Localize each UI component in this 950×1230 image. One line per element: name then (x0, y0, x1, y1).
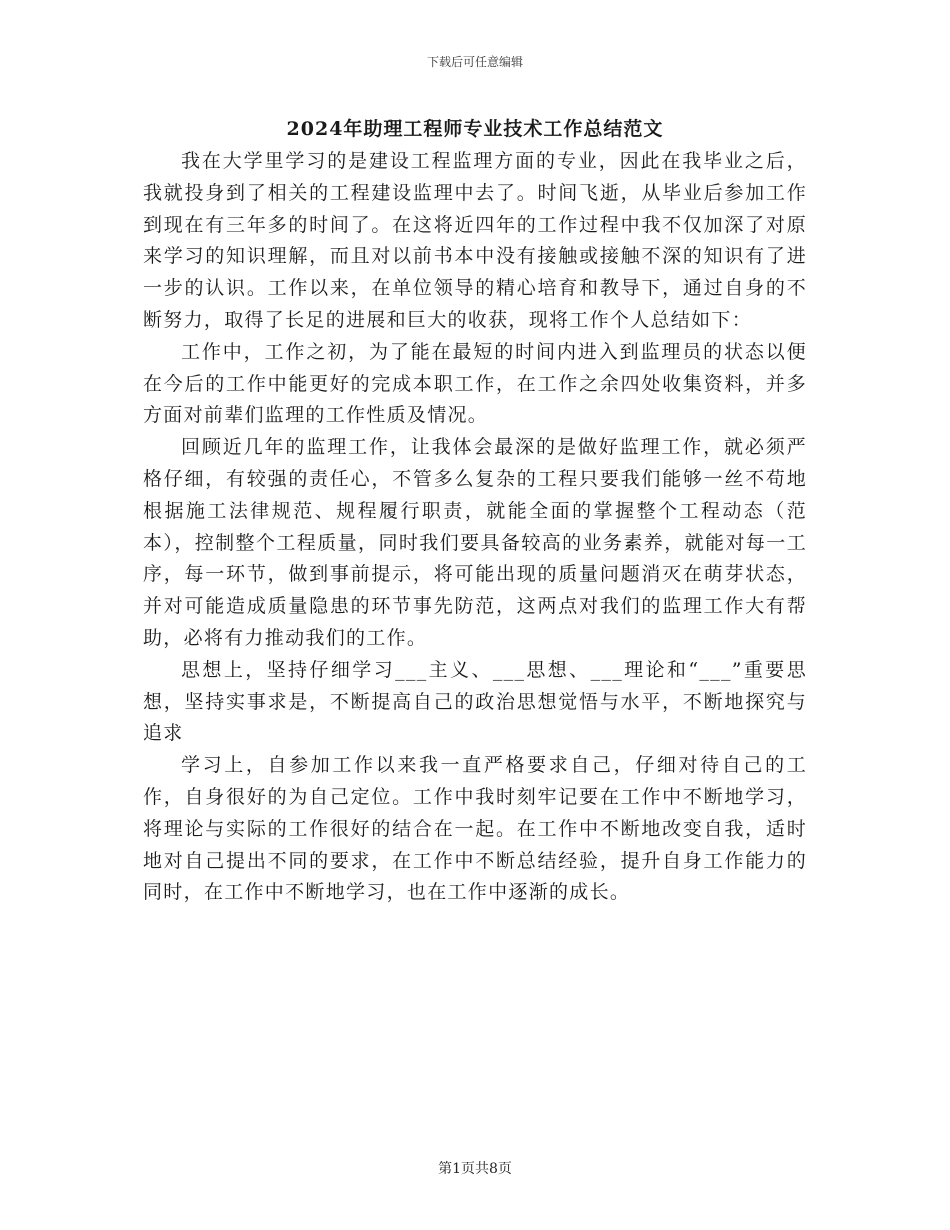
paragraph-study: 学习上，自参加工作以来我一直严格要求自己，仔细对待自己的工作，自身很好的为自己定位。工作中我时刻牢记要在工作中不断地学习，将理论与实际的工作很好的结合在一起。在工作中不断地改变自我，适时地对自己提出不同的要求，在工作中不断总结经验，提升自身工作能力的同时，在工作中不断地学习，也在工作中逐渐的成长。 (143, 754, 807, 904)
page-number: 第1页共8页 (438, 1161, 512, 1177)
header-note: 下载后可任意编辑 (426, 55, 523, 69)
document-body (143, 146, 807, 909)
paragraph-work: 工作中，工作之初，为了能在最短的时间内进入到监理员的状态以便在今后的工作中能更好的完成本职工作，在工作之余四处收集资料，并多方面对前辈们监理的工作性质及情况。 (143, 340, 807, 427)
paragraph-intro: 我在大学里学习的是建设工程监理方面的专业，因此在我毕业之后，我就投身到了相关的工程建设监理中去了。时间飞逝，从毕业后参加工作到现在有三年多的时间了。在这将近四年的工作过程中我不仅加深了对原来学习的知识理解，而且对以前书本中没有接触或接触不深的知识有了进一步的认识。工作以来，在单位领导的精心培育和教导下，通过自身的不断努力，取得了长足的进展和巨大的收获，现将工作个人总结如下： (143, 150, 807, 331)
paragraph-ideology: 思想上，坚持仔细学习___主义、___思想、___理论和“___”重要思想，坚持实事求是，不断提高自己的政治思想觉悟与水平，不断地探究与追求 (143, 658, 807, 745)
document-title: 2024年助理工程师专业技术工作总结范文 (286, 118, 664, 140)
paragraph-review: 回顾近几年的监理工作，让我体会最深的是做好监理工作，就必须严格仔细，有较强的责任心，不管多么复杂的工程只要我们能够一丝不苟地根据施工法律规范、规程履行职责，就能全面的掌握整个工程动态（范本），控制整个工程质量，同时我们要具备较高的业务素养，就能对每一工序，每一环节，做到事前提示，将可能出现的质量问题消灭在萌芽状态，并对可能造成质量隐患的环节事先防范，这两点对我们的监理工作大有帮助，必将有力推动我们的工作。 (143, 436, 807, 649)
